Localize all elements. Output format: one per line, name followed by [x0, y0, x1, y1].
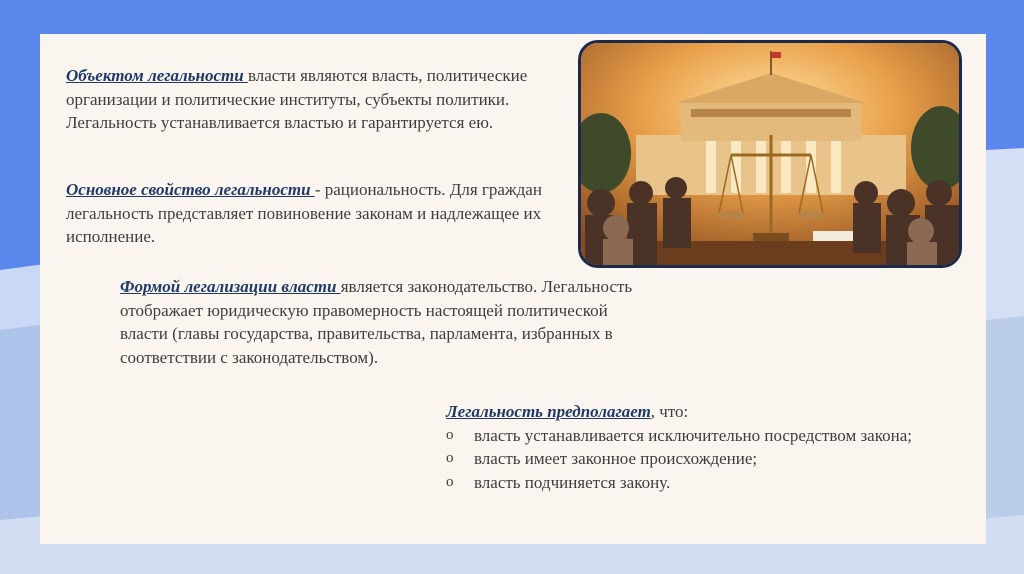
list-item — [446, 424, 956, 448]
list-item-text: власть устанавливается исключительно посредством закона; — [474, 425, 912, 445]
term-legality-property: Основное свойство легальности — [66, 180, 315, 199]
paragraph-legalization-form — [120, 275, 640, 369]
paragraph-legality-object — [66, 64, 536, 135]
list-item-text: власть имеет законное происхождение; — [474, 449, 758, 468]
legality-implies-suffix: , что: — [650, 402, 689, 421]
paragraph-legality-object-text: власти являются власть, политические организации и политические институты, субъекты политики. Легальность устанавливается властью и гарантируется ею. — [66, 66, 528, 132]
paragraph-legality-property — [66, 178, 556, 249]
paragraph-legalization-form-text: является законодательство. Легальность отображает юридическую правомерность настоящей политической власти (главы государства, правительства, парламента, избранных в соответствии с законодательством). — [120, 277, 633, 367]
courthouse-scales-illustration — [578, 40, 962, 268]
legality-implies-heading — [446, 400, 956, 424]
bullet-circle-icon: o — [446, 473, 454, 490]
bullet-circle-icon: o — [446, 426, 454, 443]
paragraph-legality-property-text: - рациональность. Для граждан легальность представляет повиновение законам и надлежащее их исполнение. — [66, 180, 542, 246]
bullet-circle-icon: o — [446, 450, 454, 466]
list-item — [446, 447, 956, 471]
term-legality-object: Объектом легальности — [66, 66, 248, 85]
list-item — [446, 471, 956, 495]
term-legality-implies: Легальность предполагает — [446, 402, 651, 421]
paragraph-legality-implies — [446, 400, 956, 494]
term-legalization-form: Формой легализации власти — [120, 277, 341, 296]
list-item-text: власть подчиняется закону. — [474, 472, 671, 492]
